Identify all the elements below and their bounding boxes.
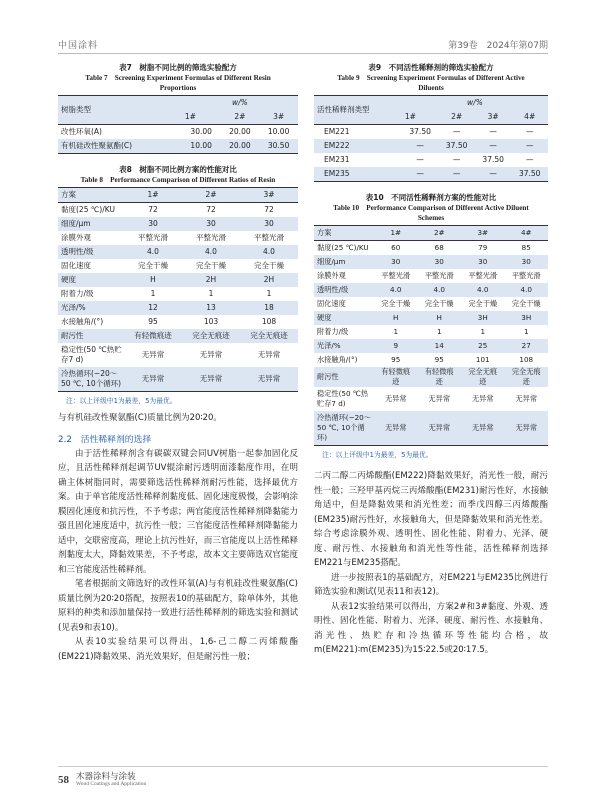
row-label: 耐污性 bbox=[317, 372, 339, 381]
table-row bbox=[314, 125, 548, 140]
table-row bbox=[58, 139, 298, 154]
cell: 108 bbox=[261, 317, 277, 326]
table10-header: 4# bbox=[520, 228, 532, 237]
table8-caption-cn: 表8 树脂不同比例方案的性能对比 bbox=[119, 165, 237, 174]
cell: 无异常 bbox=[257, 374, 281, 383]
row-label: EM231 bbox=[324, 155, 350, 164]
table-row bbox=[314, 283, 548, 297]
cell: 完全干燥 bbox=[138, 261, 168, 270]
table8-header: 1# bbox=[147, 190, 159, 199]
cell: 无异常 bbox=[141, 374, 165, 383]
cell: 60 bbox=[391, 243, 401, 252]
table10-header: 3# bbox=[477, 228, 489, 237]
cell: 103 bbox=[203, 317, 219, 326]
footer-journal-en: Wood Coatings and Application bbox=[76, 781, 147, 787]
cell: 4.0 bbox=[263, 247, 275, 256]
cell: — bbox=[416, 155, 424, 164]
row-label: 冷热循环(−20～50 ℃, 10个循环) bbox=[61, 369, 122, 388]
cell: — bbox=[452, 127, 461, 136]
row-label: 改性环氧(A) bbox=[61, 127, 102, 136]
table7-header-type: 树脂类型 bbox=[61, 105, 91, 114]
table10-header: 方案 bbox=[317, 228, 332, 237]
table9-col-2: 2# bbox=[451, 112, 463, 121]
cell: 无异常 bbox=[257, 350, 281, 359]
issue-header: 第39卷 2024年第07期 bbox=[448, 41, 548, 51]
cell: 无异常 bbox=[515, 423, 538, 432]
paragraph: 笔者根据前文筛选好的改性环氧(A)与有机硅改性聚氨酯(C)质量比例为20∶20搭配，按照表10的基础配方，除单体外，其他原料的种类和添加量保持一致进行活性稀释剂的筛选实验和测试(见表9和表10)。 bbox=[58, 579, 298, 633]
cell: — bbox=[489, 127, 497, 136]
paragraph: 与有机硅改性聚氨酯(C)质量比例为20∶20。 bbox=[58, 413, 222, 423]
table-row bbox=[314, 255, 548, 269]
cell: 3H bbox=[521, 313, 532, 322]
footer-divider bbox=[58, 766, 548, 767]
table8-header: 方案 bbox=[61, 190, 76, 199]
cell: 37.50 bbox=[409, 127, 431, 136]
cell: 无异常 bbox=[141, 350, 165, 359]
table7-col-3: 3# bbox=[273, 112, 285, 121]
table-row bbox=[314, 339, 548, 353]
cell: 有轻微痕迹 bbox=[424, 367, 454, 386]
cell: 完全无痕迹 bbox=[192, 331, 230, 340]
cell: 1 bbox=[436, 327, 442, 336]
cell: 37.50 bbox=[518, 169, 541, 178]
cell: 30 bbox=[264, 219, 274, 228]
cell: 72 bbox=[148, 205, 158, 214]
cell: 3H bbox=[477, 313, 488, 322]
table10-caption-en: Table 10 Performance Comparison of Different Active Diluent Schemes bbox=[333, 204, 529, 222]
cell: 平整光滑 bbox=[196, 233, 226, 242]
cell: — bbox=[489, 141, 497, 150]
cell: — bbox=[525, 127, 534, 136]
cell: 无异常 bbox=[471, 423, 494, 432]
page-number: 58 bbox=[58, 774, 69, 786]
table8-header: 3# bbox=[263, 190, 275, 199]
cell: 30.00 bbox=[190, 127, 212, 136]
row-label: 涂膜外观 bbox=[61, 233, 91, 242]
cell: 4.0 bbox=[433, 285, 445, 294]
cell: 25 bbox=[478, 341, 488, 350]
table7-col-1: 1# bbox=[184, 112, 196, 121]
row-label: 水接触角/(°) bbox=[61, 317, 104, 326]
row-label: 涂膜外观 bbox=[317, 271, 346, 280]
cell: 30 bbox=[206, 219, 216, 228]
journal-header: 中国涂料 bbox=[58, 41, 99, 51]
row-label: 有机硅改性聚氨酯(C) bbox=[61, 141, 133, 150]
table9-col-3: 3# bbox=[487, 112, 499, 121]
cell: 68 bbox=[434, 243, 444, 252]
table-row bbox=[58, 125, 298, 140]
row-label: 附着力/级 bbox=[317, 327, 349, 336]
table-row bbox=[314, 367, 548, 387]
cell: 完全干燥 bbox=[381, 299, 411, 308]
cell: — bbox=[452, 169, 461, 178]
cell: 无异常 bbox=[428, 394, 451, 403]
cell: 30 bbox=[391, 257, 401, 266]
row-label: 固化速度 bbox=[61, 261, 91, 270]
table-row bbox=[58, 245, 298, 259]
cell: 101 bbox=[475, 355, 490, 364]
cell: 完全干燥 bbox=[424, 299, 454, 308]
paragraph: 由于活性稀释剂含有碳碳双键会同UV树脂一起参加固化反应，且活性稀释剂起调节UV辊涂耐污透明面漆黏度作用，在明确主体树脂同时，需要筛选活性稀释剂耐污性能，选择最优方案。由于单官能度活性稀释剂黏度低、固化速度极慢，会影响涂膜固化速度和抗污性，不予考虑；两官能度活性稀释剂降黏能力强且固化速度适中，抗污性一般；三官能度活性稀释剂降黏能力适中，交联密度高，理论上抗污性好，而三官能度以上活性稀释剂黏度太大，降黏效果差，不予考虑，故本文主要筛选双官能度和三官能度活性稀释剂。 bbox=[58, 448, 298, 575]
cell: 9 bbox=[393, 341, 399, 350]
table-row bbox=[58, 343, 298, 367]
table9-col-1: 1# bbox=[404, 112, 416, 121]
cell: 无异常 bbox=[428, 423, 451, 432]
table10 bbox=[314, 225, 548, 446]
table-row bbox=[58, 301, 298, 315]
table-row bbox=[314, 297, 548, 311]
row-label: EM235 bbox=[324, 169, 350, 178]
table-row bbox=[58, 273, 298, 287]
cell: 4.0 bbox=[390, 285, 402, 294]
cell: H bbox=[393, 313, 399, 322]
cell: 有轻微痕迹 bbox=[381, 367, 411, 386]
table-row bbox=[314, 269, 548, 283]
cell: 1 bbox=[393, 327, 399, 336]
cell: 平整光滑 bbox=[381, 271, 411, 280]
row-label: 水接触角/(°) bbox=[317, 355, 358, 364]
table7-header-unit: w/% bbox=[232, 98, 248, 107]
table-row bbox=[58, 203, 298, 218]
cell: H bbox=[436, 313, 442, 322]
cell: 完全无痕迹 bbox=[468, 367, 498, 386]
row-label: EM222 bbox=[324, 141, 350, 150]
cell: 10.00 bbox=[190, 141, 212, 150]
table-row bbox=[314, 325, 548, 339]
table-row bbox=[314, 311, 548, 325]
cell: 1 bbox=[266, 289, 272, 298]
cell: — bbox=[416, 141, 424, 150]
cell: 85 bbox=[521, 243, 531, 252]
table-row bbox=[58, 367, 298, 392]
row-label: 附着力/级 bbox=[61, 289, 94, 298]
table10-caption-cn: 表10 不同活性稀释剂方案的性能对比 bbox=[365, 193, 497, 202]
cell: 4.0 bbox=[477, 285, 489, 294]
table7-caption-cn: 表7 树脂不同比例的筛选实验配方 bbox=[119, 63, 237, 72]
cell: — bbox=[452, 155, 461, 164]
table10-header: 2# bbox=[433, 228, 445, 237]
cell: 13 bbox=[206, 303, 216, 312]
cell: 4.0 bbox=[520, 285, 532, 294]
cell: 完全无痕迹 bbox=[250, 331, 288, 340]
table9-col-4: 4# bbox=[524, 112, 536, 121]
table8-header: 2# bbox=[205, 190, 217, 199]
table9-header-unit: w/% bbox=[467, 98, 483, 107]
cell: 无异常 bbox=[199, 374, 223, 383]
table10-header: 1# bbox=[390, 228, 402, 237]
row-label: 细度/μm bbox=[317, 257, 346, 266]
cell: — bbox=[525, 155, 534, 164]
cell: 无异常 bbox=[384, 394, 407, 403]
table-row bbox=[314, 387, 548, 411]
cell: 37.50 bbox=[445, 141, 468, 150]
cell: 30 bbox=[434, 257, 444, 266]
cell: — bbox=[525, 141, 534, 150]
row-label: 固化速度 bbox=[317, 299, 346, 308]
row-label: 光泽/% bbox=[61, 303, 86, 312]
cell: 2H bbox=[205, 275, 217, 284]
row-label: 光泽/% bbox=[317, 341, 341, 350]
table9-caption-en: Table 9 Screening Experiment Formulas of Different Active Diluents bbox=[337, 74, 525, 92]
cell: 95 bbox=[434, 355, 444, 364]
table9 bbox=[314, 95, 548, 182]
cell: 18 bbox=[264, 303, 274, 312]
cell: 2H bbox=[263, 275, 275, 284]
row-label: 稳定性(50 ℃热贮存7 d) bbox=[61, 345, 122, 364]
row-label: 冷热循环(−20～50 ℃, 10个循环) bbox=[317, 413, 371, 442]
table9-header-type: 活性稀释剂类型 bbox=[317, 105, 370, 114]
cell: 平整光滑 bbox=[254, 233, 284, 242]
table-row bbox=[58, 329, 298, 343]
table8 bbox=[58, 187, 298, 392]
table9-caption-cn: 表9 不同活性稀释剂的筛选实验配方 bbox=[368, 63, 494, 72]
row-label: 黏度(25 ℃)/KU bbox=[61, 205, 115, 214]
cell: 108 bbox=[519, 355, 534, 364]
table8-caption-en: Table 8 Performance Comparison of Different Ratios of Resin bbox=[80, 176, 276, 184]
table-row bbox=[58, 315, 298, 329]
footer-journal-cn: 木器涂料与涂装 bbox=[76, 772, 136, 782]
table-row bbox=[314, 153, 548, 167]
cell: 无异常 bbox=[515, 394, 538, 403]
table-row bbox=[314, 411, 548, 446]
table-row bbox=[58, 217, 298, 231]
row-label: 硬度 bbox=[61, 275, 76, 284]
cell: 平整光滑 bbox=[468, 271, 498, 280]
cell: 20.00 bbox=[229, 127, 251, 136]
cell: 完全无痕迹 bbox=[511, 367, 541, 386]
cell: 完全干燥 bbox=[468, 299, 498, 308]
table-row bbox=[314, 241, 548, 256]
row-label: 黏度(25 ℃)/KU bbox=[317, 243, 369, 252]
row-label: 透明性/级 bbox=[61, 247, 94, 256]
cell: 72 bbox=[206, 205, 216, 214]
cell: 72 bbox=[264, 205, 274, 214]
table-row bbox=[314, 167, 548, 182]
cell: 12 bbox=[148, 303, 158, 312]
table10-note: 注：以上评级中1为最差，5为最优。 bbox=[322, 451, 433, 459]
cell: 14 bbox=[434, 341, 444, 350]
cell: 完全干燥 bbox=[511, 299, 541, 308]
cell: 1 bbox=[523, 327, 529, 336]
cell: 27 bbox=[521, 341, 531, 350]
table8-note: 注：以上评级中1为最差，5为最优。 bbox=[66, 397, 177, 405]
cell: H bbox=[150, 275, 156, 284]
cell: 1 bbox=[208, 289, 214, 298]
cell: — bbox=[489, 169, 497, 178]
row-label: EM221 bbox=[324, 127, 350, 136]
left-column bbox=[58, 62, 298, 664]
table7 bbox=[58, 95, 298, 154]
cell: 无异常 bbox=[471, 394, 494, 403]
cell: 37.50 bbox=[482, 155, 504, 164]
right-column bbox=[314, 62, 548, 658]
row-label: 透明性/级 bbox=[317, 285, 349, 294]
cell: 95 bbox=[391, 355, 401, 364]
paragraph: 进一步按照表1的基础配方，对EM221与EM235比例进行筛选实验和测试(见表11和表12)。 bbox=[314, 572, 548, 597]
cell: 95 bbox=[148, 317, 158, 326]
table7-caption-en: Table 7 Screening Experiment Formulas of Different Resin Proportions bbox=[85, 74, 271, 92]
cell: 平整光滑 bbox=[138, 233, 168, 242]
table-row bbox=[58, 287, 298, 301]
cell: 有轻微痕迹 bbox=[134, 331, 172, 340]
table-row bbox=[58, 231, 298, 245]
cell: 30.50 bbox=[267, 141, 290, 150]
section-heading: 2.2 活性稀释剂的选择 bbox=[58, 434, 152, 445]
cell: 平整光滑 bbox=[511, 271, 541, 280]
paragraph: 二丙二醇二丙烯酸酯(EM222)降黏效果好，消光性一般，耐污性一般；三羟甲基丙烷三丙烯酸酯(EM231)耐污性好，水接触角适中，但是降黏效果和消光性差；而季戊四醇三丙烯酸酯(EM235)耐污性好，水接触角大，但是降黏效果和消光性差。综合考虑涂膜外观、透明性、固化性能、附着力、光泽、硬度、耐污性、水接触角和消光性等性能，活性稀释剂选择EM221与EM235搭配。 bbox=[314, 471, 548, 568]
cell: 完全干燥 bbox=[254, 261, 284, 270]
row-label: 稳定性(50 ℃热贮存7 d) bbox=[317, 389, 369, 408]
cell: 1 bbox=[150, 289, 156, 298]
table7-col-2: 2# bbox=[234, 112, 246, 121]
cell: 4.0 bbox=[205, 247, 217, 256]
table-row bbox=[58, 259, 298, 273]
cell: 平整光滑 bbox=[424, 271, 454, 280]
cell: 完全干燥 bbox=[196, 261, 226, 270]
row-label: 耐污性 bbox=[61, 331, 84, 340]
cell: 4.0 bbox=[147, 247, 159, 256]
cell: 1 bbox=[480, 327, 486, 336]
cell: 20.00 bbox=[229, 141, 251, 150]
cell: — bbox=[416, 169, 424, 178]
paragraph: 从表12实验结果可以得出，方案2#和3#黏度、外观、透明性、固化性能、附着力、光泽、硬度、耐污性、水接触角、消光性、热贮存和冷热循环等性能均合格，故m(EM221)∶m(EM235)为15∶22.5或20∶17.5。 bbox=[314, 601, 548, 655]
cell: 无异常 bbox=[199, 350, 223, 359]
table-row bbox=[314, 139, 548, 153]
table-row bbox=[314, 353, 548, 367]
row-label: 硬度 bbox=[317, 313, 332, 322]
cell: 79 bbox=[478, 243, 488, 252]
cell: 30 bbox=[478, 257, 488, 266]
paragraph: 从表10实验结果可以得出，1,6-己二醇二丙烯酸酯(EM221)降黏效果、消光效果好，但是耐污性一般； bbox=[58, 637, 298, 662]
header-divider bbox=[58, 53, 548, 54]
cell: 30 bbox=[521, 257, 531, 266]
cell: 无异常 bbox=[384, 423, 407, 432]
row-label: 细度/μm bbox=[61, 219, 91, 228]
cell: 30 bbox=[148, 219, 158, 228]
cell: 10.00 bbox=[267, 127, 290, 136]
